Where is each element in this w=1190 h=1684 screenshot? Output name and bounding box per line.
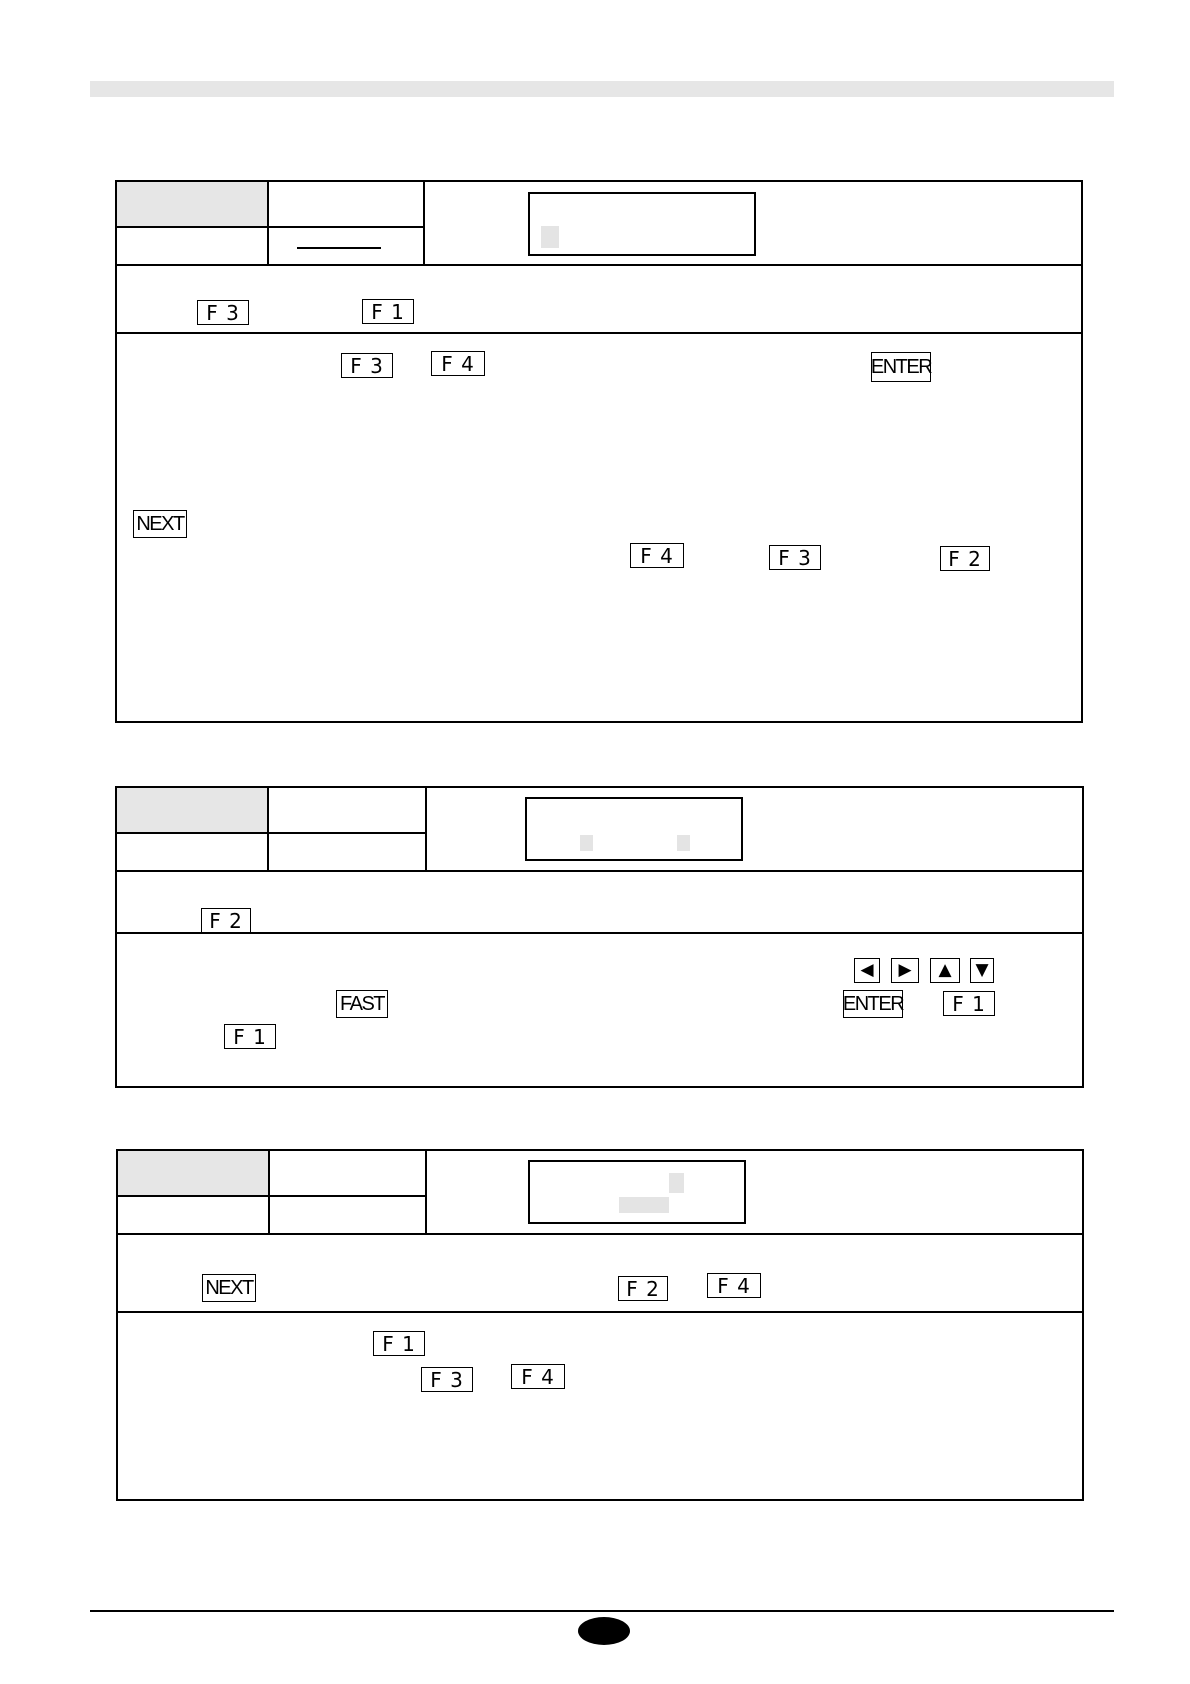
up-arrow-key[interactable]: ▲: [930, 958, 960, 983]
section-2-col-divider-2: [425, 788, 427, 870]
f2-key[interactable]: F 2: [201, 908, 251, 933]
section-3: [116, 1149, 1084, 1501]
f1-key[interactable]: F 1: [943, 991, 995, 1016]
section-2-row-divider-1: [117, 870, 1082, 872]
section-1-col-divider-2: [423, 182, 425, 264]
enter-key[interactable]: ENTER: [843, 990, 903, 1018]
lcd-cursor: [669, 1173, 684, 1193]
section-2-row-divider-2: [117, 932, 1082, 934]
section-2: [115, 786, 1084, 1088]
f1-key[interactable]: F 1: [362, 299, 414, 324]
f4-key[interactable]: F 4: [707, 1273, 761, 1298]
section-1-row-divider-2: [117, 332, 1081, 334]
section-2-col-divider-1: [267, 788, 269, 870]
f3-key[interactable]: F 3: [769, 545, 821, 570]
section-1-col-divider-1: [267, 182, 269, 264]
down-arrow-key[interactable]: ▼: [970, 958, 994, 983]
f4-key[interactable]: F 4: [511, 1364, 565, 1389]
section-3-col-divider-2: [425, 1151, 427, 1233]
section-2-shaded-cell: [117, 788, 267, 832]
section-3-shaded-cell: [118, 1151, 268, 1195]
f4-key[interactable]: F 4: [431, 351, 485, 376]
next-key[interactable]: NEXT: [202, 1274, 256, 1302]
f3-key[interactable]: F 3: [197, 300, 249, 325]
footer-rule: [90, 1610, 1114, 1612]
section-3-row-divider-1: [118, 1233, 1082, 1235]
section-1-cell-divider: [117, 226, 423, 228]
page-number-badge: [578, 1617, 630, 1645]
section-1: [115, 180, 1083, 723]
section-2-lcd-display: [525, 797, 743, 861]
enter-key[interactable]: ENTER: [871, 352, 931, 382]
section-1-shaded-cell: [117, 182, 267, 226]
header-bar: [90, 81, 1114, 97]
f1-key[interactable]: F 1: [224, 1024, 276, 1049]
section-2-cell-divider: [117, 832, 425, 834]
right-arrow-key[interactable]: ▶: [891, 958, 919, 983]
f2-key[interactable]: F 2: [940, 546, 990, 571]
next-key[interactable]: NEXT: [133, 510, 187, 538]
lcd-cursor: [677, 835, 690, 851]
f1-key[interactable]: F 1: [373, 1331, 425, 1356]
section-1-row-divider-1: [117, 264, 1081, 266]
section-3-row-divider-2: [118, 1311, 1082, 1313]
section-3-cell-divider: [118, 1195, 425, 1197]
section-3-col-divider-1: [268, 1151, 270, 1233]
left-arrow-key[interactable]: ◀: [854, 958, 880, 983]
section-1-lcd-display: [528, 192, 756, 256]
f3-key[interactable]: F 3: [341, 353, 393, 378]
lcd-cursor: [580, 835, 593, 851]
f4-key[interactable]: F 4: [630, 543, 684, 568]
section-1-underline: [297, 247, 381, 249]
f3-key[interactable]: F 3: [421, 1367, 473, 1392]
fast-key[interactable]: FAST: [336, 990, 388, 1018]
f2-key[interactable]: F 2: [618, 1276, 668, 1301]
section-3-lcd-display: [528, 1160, 746, 1224]
lcd-highlight: [619, 1197, 669, 1213]
lcd-cursor: [541, 226, 559, 248]
